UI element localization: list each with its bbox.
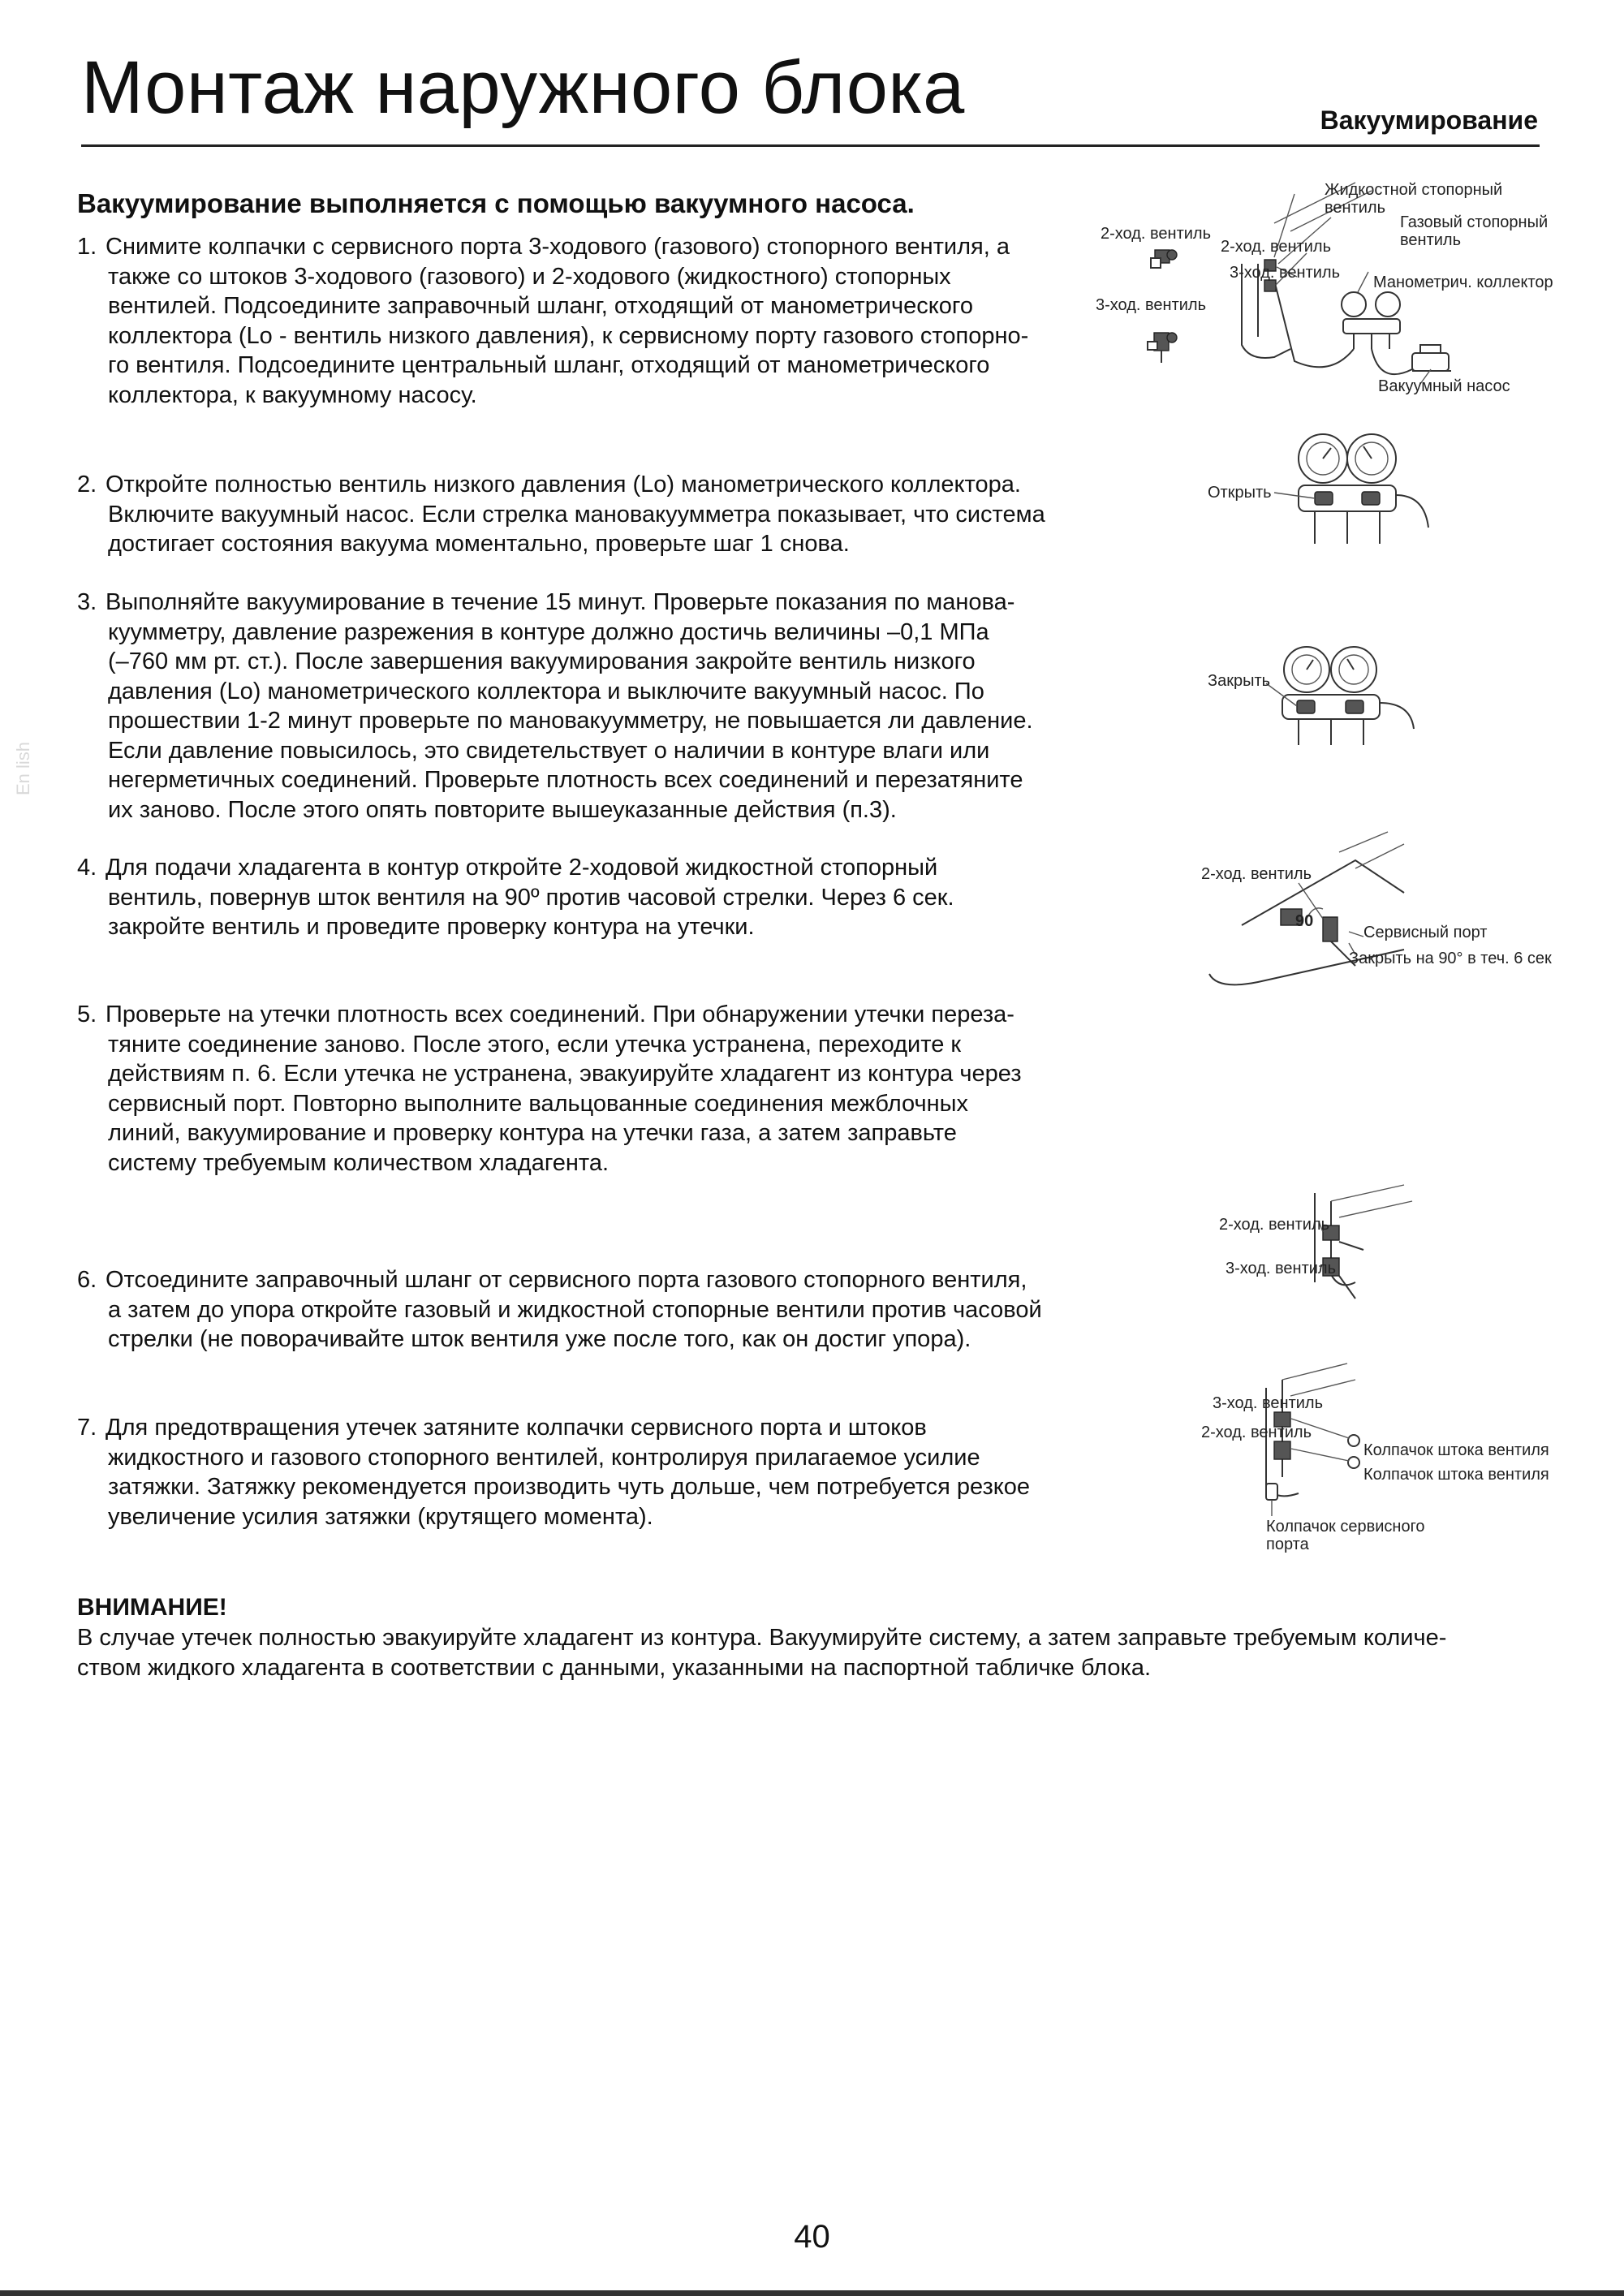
fig7-label-service-cap: порта bbox=[1266, 1536, 1309, 1553]
warning-line: В случае утечек полностью эвакуируйте хладагент из контура. Вакуумируйте систему, а затем заправьте требуемым количе- bbox=[77, 1625, 1447, 1651]
step-line: достигает состояния вакуума моментально, проверьте шаг 1 снова. bbox=[108, 531, 850, 557]
figure-manifold-closed bbox=[1201, 625, 1445, 763]
fig6-label-2way: 2-ход. вентиль bbox=[1219, 1216, 1330, 1234]
step-line: (–760 мм рт. ст.). После завершения вакуумирования закройте вентиль низкого bbox=[108, 648, 976, 674]
figure-caps bbox=[1193, 1363, 1566, 1558]
pressure-gauge-icon bbox=[1331, 647, 1376, 692]
fig1-label-2way-b: 2-ход. вентиль bbox=[1221, 238, 1332, 256]
step-line: действиям п. 6. Если утечка не устранена, эвакуируйте хладагент из контура через bbox=[108, 1061, 1022, 1087]
intro-heading: Вакуумирование выполняется с помощью вакуумного насоса. bbox=[77, 188, 915, 218]
fig7-label-stem-cap: Колпачок штока вентиля bbox=[1363, 1441, 1549, 1459]
page-number: 40 bbox=[794, 2219, 830, 2255]
service-port-cap-icon bbox=[1266, 1484, 1277, 1516]
fig1-label-3way-b: 3-ход. вентиль bbox=[1230, 264, 1341, 282]
step-line: увеличение усилия затяжки (крутящего момента). bbox=[108, 1503, 653, 1530]
small-3way-valve-icon bbox=[1148, 333, 1177, 363]
warning-heading: ВНИМАНИЕ! bbox=[77, 1594, 227, 1621]
step-line: вентиль, повернув шток вентиля на 90º против часовой стрелки. Через 6 сек. bbox=[108, 884, 954, 911]
connection-illustration bbox=[1088, 174, 1558, 410]
small-2way-valve-icon bbox=[1151, 250, 1177, 268]
fig4-label-close-note: Закрыть на 90° в теч. 6 сек bbox=[1349, 950, 1552, 967]
step-line: жидкостного и газового стопорного вентилей, контролируя прилагаемое усилие bbox=[108, 1444, 980, 1471]
bottom-bar bbox=[0, 2290, 1624, 2296]
step-number: 7. bbox=[77, 1415, 97, 1441]
fig4-label-angle: 90 bbox=[1295, 912, 1314, 930]
step-line: Снимите колпачки с сервисного порта 3-ходового (газового) стопорного вентиля, а bbox=[106, 234, 1010, 260]
figure-valve-90 bbox=[1193, 828, 1566, 990]
pressure-gauge-icon bbox=[1299, 434, 1347, 483]
page-title: Монтаж наружного блока bbox=[81, 46, 965, 129]
step-line: коллектора, к вакуумному насосу. bbox=[108, 381, 477, 408]
valves-open-illustration bbox=[1209, 1185, 1437, 1307]
step-line: вентилей. Подсоедините заправочный шланг, отходящий от манометрического bbox=[108, 293, 973, 319]
step-number: 3. bbox=[77, 589, 97, 615]
step-line: закройте вентиль и проведите проверку контура на утечки. bbox=[108, 914, 755, 940]
fig7-label-service-cap: Колпачок сервисного bbox=[1266, 1518, 1425, 1536]
step-3 bbox=[77, 588, 1079, 825]
fig1-label-liquid-valve: Жидкостной стопорный bbox=[1325, 181, 1503, 199]
step-line: линий, вакуумирование и проверку контура на утечки газа, а затем заправьте bbox=[108, 1120, 957, 1146]
step-line: также со штоков 3-ходового (газового) и 2-ходового (жидкостного) стопорных bbox=[108, 263, 951, 290]
fig3-label-close: Закрыть bbox=[1208, 672, 1271, 690]
manifold-closed-illustration bbox=[1201, 625, 1445, 763]
step-2 bbox=[77, 470, 1079, 559]
step-line: Отсоедините заправочный шланг от сервисного порта газового стопорного вентиля, bbox=[106, 1267, 1027, 1293]
fig1-label-3way: 3-ход. вентиль bbox=[1096, 296, 1207, 314]
step-line: Для подачи хладагента в контур откройте 2-ходовой жидкостной стопорный bbox=[106, 855, 938, 881]
stem-cap-icon bbox=[1291, 1449, 1359, 1468]
step-7 bbox=[77, 1413, 1079, 1531]
fig2-label-open: Открыть bbox=[1208, 484, 1272, 502]
section-title: Вакуумирование bbox=[1320, 106, 1538, 135]
fig4-label-2way: 2-ход. вентиль bbox=[1201, 865, 1312, 883]
pressure-gauge-icon bbox=[1284, 647, 1329, 692]
step-line: давления (Lo) манометрического коллектора и выключите вакуумный насос. По bbox=[108, 678, 984, 704]
figure-manifold-open bbox=[1201, 414, 1445, 568]
fig4-label-service-port: Сервисный порт bbox=[1363, 924, 1488, 941]
step-5 bbox=[77, 1000, 1079, 1178]
figure-connection-diagram bbox=[1088, 174, 1558, 410]
step-line: Включите вакуумный насос. Если стрелка мановакуумметра показывает, что система bbox=[108, 501, 1045, 528]
fig7-label-3way: 3-ход. вентиль bbox=[1213, 1394, 1324, 1412]
step-line: Откройте полностью вентиль низкого давления (Lo) манометрического коллектора. bbox=[106, 472, 1021, 498]
step-line: их заново. После этого опять повторите вышеуказанные действия (п.3). bbox=[108, 796, 897, 823]
side-language-tag: En lish bbox=[13, 741, 33, 795]
step-number: 2. bbox=[77, 472, 97, 498]
fig1-label-gas-valve: Газовый стопорный bbox=[1400, 213, 1549, 231]
fig6-label-3way: 3-ход. вентиль bbox=[1226, 1260, 1337, 1277]
fig1-label-gas-valve: вентиль bbox=[1400, 231, 1461, 249]
figure-valves-open bbox=[1209, 1185, 1437, 1307]
fig1-label-pump: Вакуумный насос bbox=[1378, 377, 1510, 395]
vacuum-pump-icon bbox=[1412, 345, 1451, 371]
step-4 bbox=[77, 853, 1079, 942]
step-line: Проверьте на утечки плотность всех соединений. При обнаружении утечки переза- bbox=[106, 1002, 1014, 1027]
gauge-manifold-icon bbox=[1342, 292, 1400, 349]
header-divider bbox=[81, 144, 1540, 147]
step-line: а затем до упора откройте газовый и жидкостной стопорные вентили против часовой bbox=[108, 1296, 1042, 1323]
step-line: Выполняйте вакуумирование в течение 15 минут. Проверьте показания по манова- bbox=[106, 589, 1015, 615]
step-number: 5. bbox=[77, 1002, 97, 1027]
step-line: стрелки (не поворачивайте шток вентиля уже после того, как он достиг упора). bbox=[108, 1326, 971, 1352]
step-line: го вентиля. Подсоедините центральный шланг, отходящий от манометрического bbox=[108, 352, 990, 378]
step-number: 4. bbox=[77, 855, 97, 881]
warning-line: ством жидкого хладагента в соответствии с данными, указанными на паспортной табличке блока. bbox=[77, 1654, 1152, 1681]
step-number: 1. bbox=[77, 234, 97, 260]
fig1-label-manifold: Манометрич. коллектор bbox=[1373, 274, 1553, 291]
fig1-label-liquid-valve: вентиль bbox=[1325, 199, 1385, 217]
fig1-label-2way: 2-ход. вентиль bbox=[1101, 225, 1212, 243]
step-line: сервисный порт. Повторно выполните вальцованные соединения межблочных bbox=[108, 1090, 968, 1117]
pressure-gauge-icon bbox=[1347, 434, 1396, 483]
step-number: 6. bbox=[77, 1267, 97, 1293]
warning-body bbox=[77, 1623, 1538, 1682]
step-line: систему требуемым количеством хладагента. bbox=[108, 1149, 610, 1176]
step-line: коллектора (Lo - вентиль низкого давления), к сервисному порту газового стопорно- bbox=[108, 322, 1029, 349]
step-line: Если давление повысилось, это свидетельствует о наличии в контуре влаги или bbox=[108, 737, 990, 764]
step-line: Для предотвращения утечек затяните колпачки сервисного порта и штоков bbox=[106, 1415, 927, 1441]
step-line: куумметру, давление разрежения в контуре должно достичь величины –0,1 МПа bbox=[108, 618, 989, 645]
step-line: негерметичных соединений. Проверьте плотность всех соединений и перезатяните bbox=[108, 767, 1023, 793]
step-6 bbox=[77, 1265, 1079, 1355]
fig7-label-2way: 2-ход. вентиль bbox=[1201, 1424, 1312, 1441]
step-line: тяните соединение заново. После этого, если утечка устранена, переходите к bbox=[108, 1031, 962, 1058]
step-line: затяжки. Затяжку рекомендуется производить чуть дольше, чем потребуется резкое bbox=[108, 1474, 1031, 1500]
step-1 bbox=[77, 232, 1079, 410]
fig7-label-stem-cap: Колпачок штока вентиля bbox=[1363, 1466, 1549, 1484]
step-line: прошествии 1-2 минут проверьте по мановакуумметру, не повышается ли давление. bbox=[108, 708, 1033, 734]
